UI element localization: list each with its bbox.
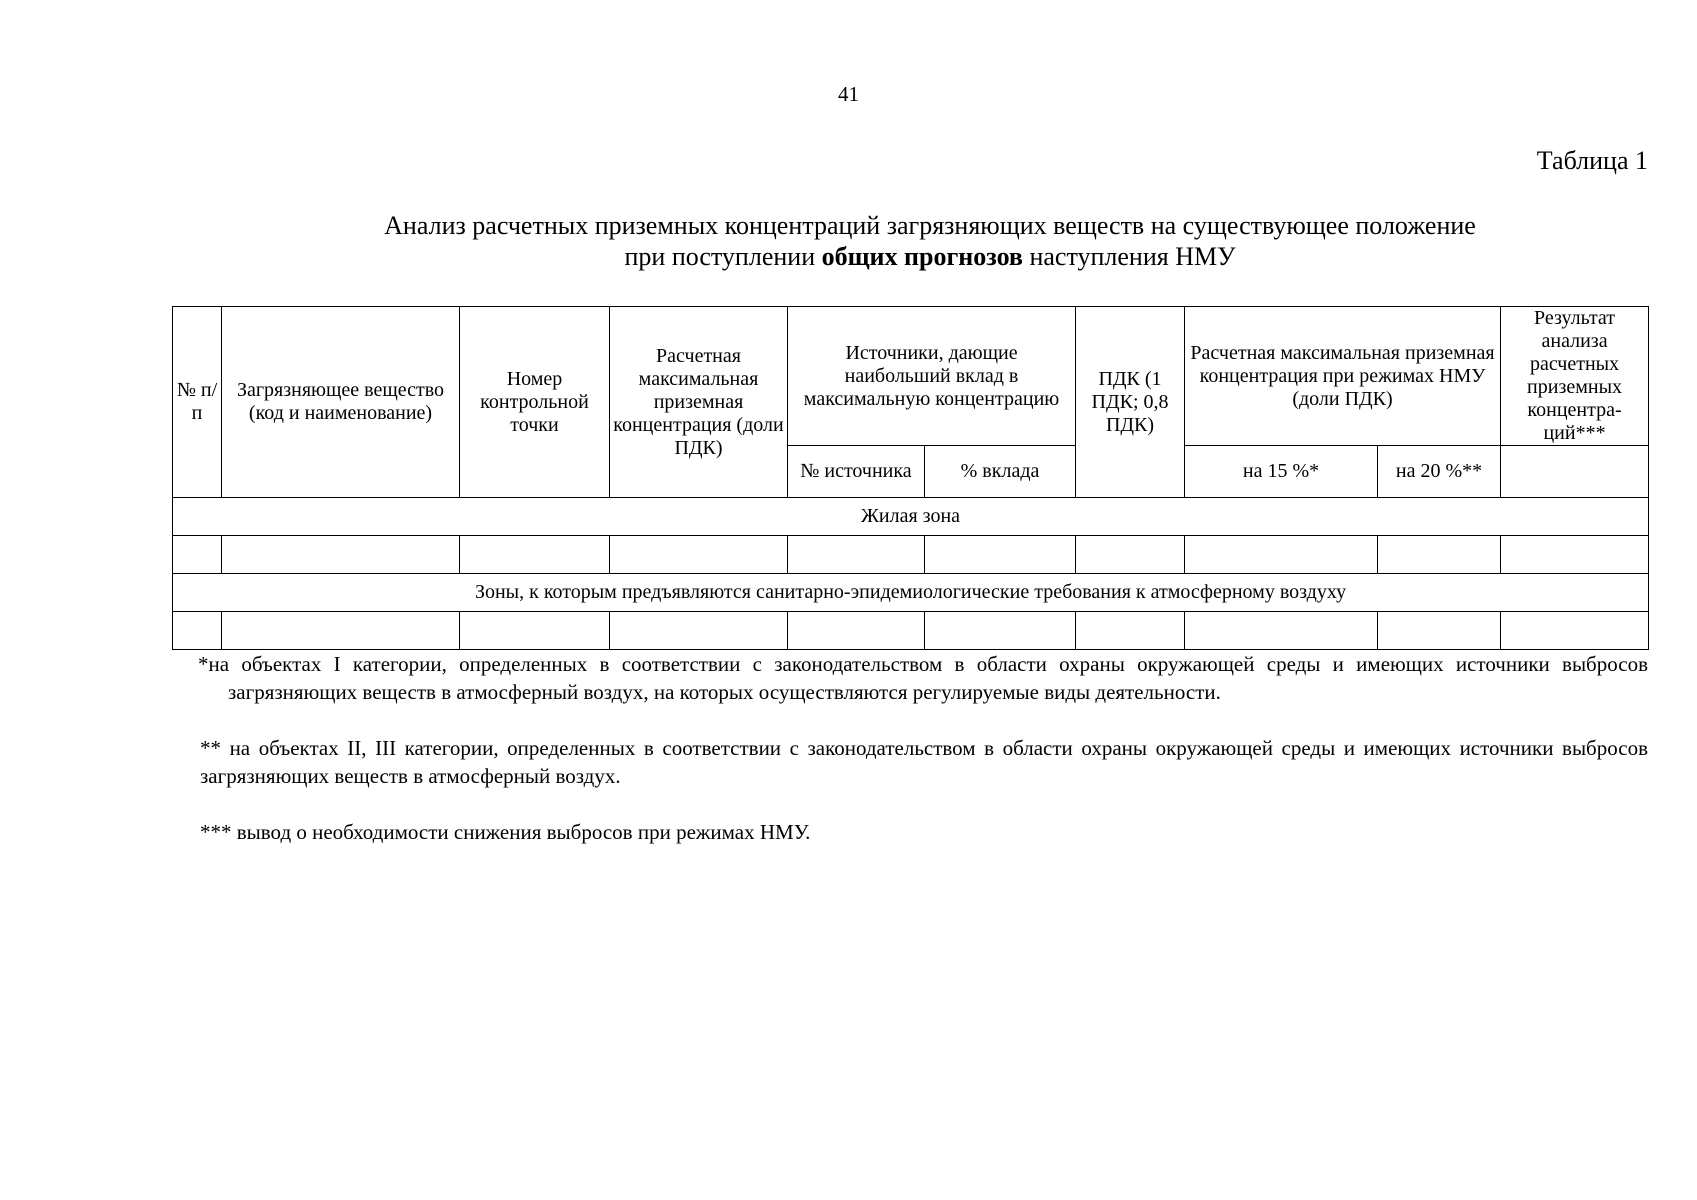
table-cell <box>222 536 460 574</box>
header-calc-max: Расчетная максимальная приземная концентрация (доли ПДК) <box>610 307 788 498</box>
table-cell <box>788 536 925 574</box>
table-cell <box>1501 536 1649 574</box>
table-cell <box>1076 536 1185 574</box>
footnote-2: ** на объектах II, III категории, определенных в соответствии с законодательством в области охраны окружающей среды и имеющих источники выбросов загрязняющих веществ в атмосферный воздух. <box>200 736 1648 788</box>
table-cell <box>788 612 925 650</box>
header-sources: Источники, дающие наибольший вклад в максимальную концентрацию <box>788 307 1076 446</box>
table-cell <box>925 536 1076 574</box>
header-result: Результат анализа расчетных приземных концентра-ций*** <box>1501 307 1649 446</box>
zone-residential: Жилая зона <box>173 498 1649 536</box>
zone-sanitary: Зоны, к которым предъявляются санитарно-эпидемиологические требования к атмосферному воздуху <box>173 574 1649 612</box>
footnote-3: *** вывод о необходимости снижения выбросов при режимах НМУ. <box>200 820 811 844</box>
heading-line-2-bold: общих прогнозов <box>821 242 1023 271</box>
header-substance: Загрязняющее вещество (код и наименование) <box>222 307 460 498</box>
header-contribution: % вклада <box>925 446 1076 498</box>
table-cell <box>460 612 610 650</box>
header-source-num: № источника <box>788 446 925 498</box>
header-nmu-max: Расчетная максимальная приземная концентрация при режимах НМУ (доли ПДК) <box>1185 307 1501 446</box>
header-nmu-20: на 20 %** <box>1378 446 1501 498</box>
table-cell <box>610 612 788 650</box>
header-control-point: Номер контрольной точки <box>460 307 610 498</box>
table-cell <box>460 536 610 574</box>
header-nmu-15: на 15 %* <box>1185 446 1378 498</box>
header-result-sub <box>1501 446 1649 498</box>
table-cell <box>1501 612 1649 650</box>
footnotes <box>200 650 1648 846</box>
document-heading <box>260 210 1600 272</box>
table-cell <box>173 536 222 574</box>
table-cell <box>1185 536 1378 574</box>
table-cell <box>1185 612 1378 650</box>
table-label: Таблица 1 <box>1536 146 1648 175</box>
table-cell <box>610 536 788 574</box>
table-row <box>173 536 1649 574</box>
header-pdk: ПДК (1 ПДК; 0,8 ПДК) <box>1076 307 1185 498</box>
table-cell <box>1076 612 1185 650</box>
heading-line-2 <box>260 241 1600 272</box>
heading-line-2-start: при поступлении <box>624 242 822 271</box>
table-cell <box>925 612 1076 650</box>
heading-line-1: Анализ расчетных приземных концентраций загрязняющих веществ на существующее положение <box>384 211 1476 240</box>
header-num: № п/ п <box>173 307 222 498</box>
page-number: 41 <box>838 82 859 106</box>
analysis-table <box>172 306 1649 650</box>
table-row <box>173 612 1649 650</box>
table-cell <box>1378 612 1501 650</box>
footnote-1: *на объектах I категории, определенных в соответствии с законодательством в области охраны окружающей среды и имеющих источники выбросов загрязняющих веществ в атмосферный воздух, на которых осуществляются регулируемые виды деятельности. <box>198 652 1648 704</box>
table-cell <box>222 612 460 650</box>
table-cell <box>173 612 222 650</box>
heading-line-2-end: наступления НМУ <box>1022 242 1236 271</box>
table-cell <box>1378 536 1501 574</box>
